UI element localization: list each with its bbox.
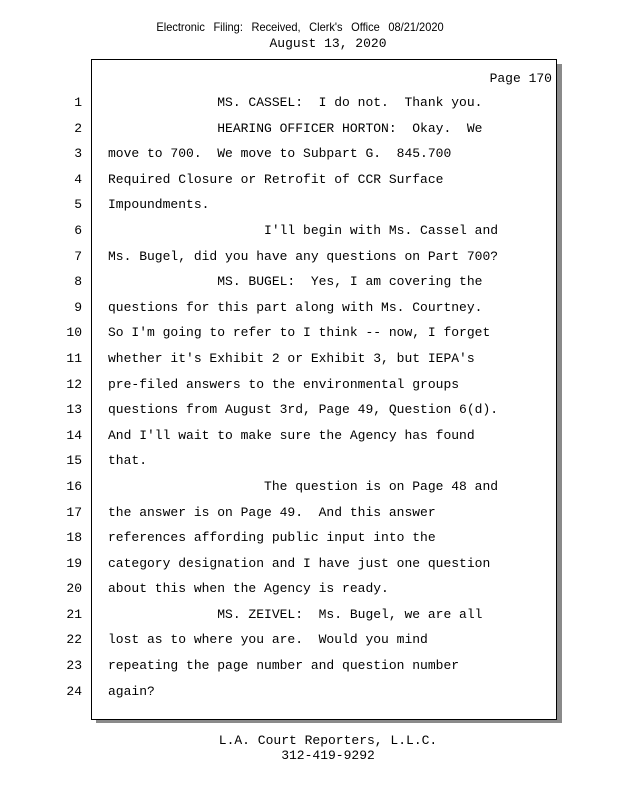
line-text: questions from August 3rd, Page 49, Question 6(d). bbox=[108, 402, 499, 418]
line-number: 1 bbox=[74, 95, 82, 110]
line-text: I'll begin with Ms. Cassel and bbox=[108, 222, 499, 238]
reporter-company: L.A. Court Reporters, L.L.C. bbox=[218, 733, 438, 748]
line-number: 12 bbox=[66, 376, 82, 392]
line-text: So I'm going to refer to I think -- now, I forget bbox=[108, 325, 491, 341]
transcript-line bbox=[0, 397, 618, 423]
line-text: And I'll wait to make sure the Agency has found bbox=[108, 427, 475, 443]
line-text: category designation and I have just one question bbox=[108, 555, 491, 571]
transcript-line bbox=[0, 192, 618, 218]
transcript-line bbox=[0, 448, 618, 474]
transcript-line bbox=[0, 525, 618, 551]
transcript-line bbox=[0, 90, 618, 116]
transcript-line bbox=[0, 244, 618, 270]
transcript-line bbox=[0, 346, 618, 372]
page-number-label: Page 170 bbox=[489, 71, 552, 86]
transcript-lines bbox=[0, 90, 618, 704]
line-number: 9 bbox=[74, 299, 82, 315]
line-number: 24 bbox=[66, 683, 82, 699]
line-text: references affording public input into the bbox=[108, 530, 436, 546]
line-number: 23 bbox=[66, 658, 82, 674]
reporter-phone: 312-419-9292 bbox=[281, 748, 375, 763]
transcript-line bbox=[0, 576, 618, 602]
line-text: MS. BUGEL: Yes, I am covering the bbox=[108, 274, 483, 290]
hearing-date: August 13, 2020 bbox=[269, 36, 387, 51]
line-number: 5 bbox=[74, 197, 82, 213]
transcript-line bbox=[0, 423, 618, 449]
line-text: pre-filed answers to the environmental groups bbox=[108, 376, 460, 392]
line-text: lost as to where you are. Would you mind bbox=[108, 632, 428, 648]
transcript-line bbox=[0, 167, 618, 193]
line-text: again? bbox=[108, 683, 155, 699]
line-number: 2 bbox=[74, 120, 82, 136]
line-number: 16 bbox=[66, 478, 82, 494]
transcript-line bbox=[0, 269, 618, 295]
line-number: 4 bbox=[74, 171, 82, 187]
transcript-line bbox=[0, 320, 618, 346]
line-text: MS. CASSEL: I do not. Thank you. bbox=[108, 95, 483, 110]
line-number: 20 bbox=[66, 581, 82, 597]
line-number: 18 bbox=[66, 530, 82, 546]
line-number: 21 bbox=[66, 606, 82, 622]
line-number: 8 bbox=[74, 274, 82, 290]
transcript-line bbox=[0, 500, 618, 526]
line-number: 6 bbox=[74, 222, 82, 238]
transcript-line bbox=[0, 116, 618, 142]
transcript-line bbox=[0, 653, 618, 679]
line-text: repeating the page number and question number bbox=[108, 658, 460, 674]
transcript-line bbox=[0, 474, 618, 500]
line-text: Ms. Bugel, did you have any questions on Part 700? bbox=[108, 248, 499, 264]
transcript-line bbox=[0, 141, 618, 167]
line-text: Required Closure or Retrofit of CCR Surface bbox=[108, 171, 444, 187]
transcript-line bbox=[0, 627, 618, 653]
line-number: 11 bbox=[66, 350, 82, 366]
line-number: 22 bbox=[66, 632, 82, 648]
transcript-line bbox=[0, 679, 618, 705]
line-text: about this when the Agency is ready. bbox=[108, 581, 389, 597]
line-text: The question is on Page 48 and bbox=[108, 478, 499, 494]
line-text: whether it's Exhibit 2 or Exhibit 3, but IEPA's bbox=[108, 350, 475, 366]
line-text: move to 700. We move to Subpart G. 845.700 bbox=[108, 146, 452, 162]
transcript-line bbox=[0, 218, 618, 244]
line-number: 3 bbox=[74, 146, 82, 162]
filing-stamp: Electronic Filing: Received, Clerk's Office 08/21/2020 bbox=[156, 20, 444, 34]
line-number: 14 bbox=[66, 427, 82, 443]
line-text: Impoundments. bbox=[108, 197, 210, 213]
transcript-line bbox=[0, 372, 618, 398]
transcript-line bbox=[0, 295, 618, 321]
line-text: HEARING OFFICER HORTON: Okay. We bbox=[108, 120, 483, 136]
line-number: 13 bbox=[66, 402, 82, 418]
line-number: 10 bbox=[66, 325, 82, 341]
line-number: 7 bbox=[74, 248, 82, 264]
line-text: that. bbox=[108, 453, 148, 469]
transcript-line bbox=[0, 602, 618, 628]
line-text: the answer is on Page 49. And this answer bbox=[108, 504, 436, 520]
line-number: 17 bbox=[66, 504, 82, 520]
line-number: 15 bbox=[66, 453, 82, 469]
line-text: MS. ZEIVEL: Ms. Bugel, we are all bbox=[108, 606, 483, 622]
transcript-line bbox=[0, 551, 618, 577]
line-number: 19 bbox=[66, 555, 82, 571]
line-text: questions for this part along with Ms. Courtney. bbox=[108, 299, 483, 315]
